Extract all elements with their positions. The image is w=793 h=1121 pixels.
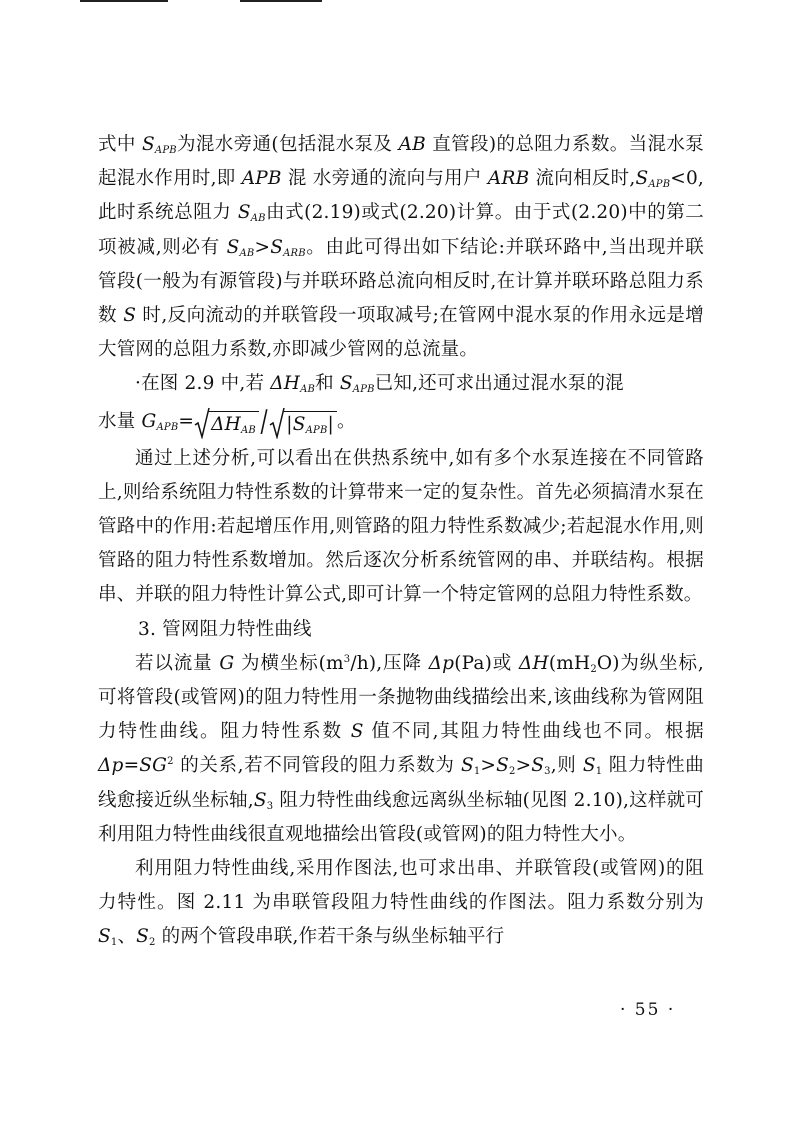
sqrt-symbol-1: $\Delta H_{AB}$ (194, 405, 259, 439)
top-rule-left (80, 0, 168, 2)
document-body (98, 128, 704, 955)
paragraph-3: 通过上述分析,可以看出在供热系统中,如有多个水泵连接在不同管路上,则给系统阻力特性系数的计算带来一定的复杂性。首先必须搞清水泵在管路中的作用:若起增压作用,则管路的阻力特性系数减少;若起混水作用,则管路的阻力特性系数增加。然后逐次分析系统管网的串、并联结构。根据串、并联的阻力特性计算公式,即可计算一个特定管网的总阻力特性系数。 (98, 447, 704, 606)
paragraph-4: 若以流量 G 为横坐标$(m^3/h)$,压降 Δp(Pa)或 $\Delta H(mH_2O)$为纵坐标,可将管段(或管网)的阻力特性用一条抛物曲线描绘出来,该曲线称为管网阻力特性曲线。阻力特性系数 S 值不同,其阻力特性曲线也不同。根据 $\Delta p=SG^2$ 的关系,若不同管段的阻力系数为 $S_1>S_2>S_3$,则 $S_1$ 阻力特性曲线愈接近纵坐标轴$,S_3$ 阻力特性曲线愈远离纵坐标轴(见图 2.10),这样就可利用阻力特性曲线很直观地描绘出管段(或管网)的阻力特性大小。 (98, 652, 705, 845)
paragraph-1: 式中 $S_{APB}$为混水旁通(包括混水泵及 AB 直管段)的总阻力系数。当混水泵起混水作用时,即 APB 混 水旁通的流向与用户 ARB 流向相反时$,S_{APB}<0$,此时系统总阻力 $S_{AB}$由式(2.19)或式(2.20)计算。由于式(2.20)中的第二项被减,则必有 $S_{AB}>S_{ARB}$。由此可得出如下结论:并联环路中,当出现并联管段(一般为有源管段)与并联环路总流向相反时,在计算并联环路总阻力系数 S 时,反向流动的并联管段一项取减号;在管网中混水泵的作用永远是增大管网的总阻力系数,亦即减少管网的总流量。 (98, 134, 705, 361)
sqrt-symbol-2: $|S_{APB}|$ (269, 405, 337, 439)
fraction-slash: / (260, 403, 268, 439)
paragraph-2: ·在图 2.9 中,若 $\Delta H_{AB}$和 $S_{APB}$已知,还可求出通过混水泵的混 (135, 373, 624, 396)
section-heading: 3. 管网阻力特性曲线 (138, 618, 312, 640)
formula-line: 水量 $G_{APB}=$ $\Delta H_{AB}$ / $|S_{APB}|$ 。 (98, 402, 704, 442)
top-rule-right (240, 0, 322, 2)
paragraph-5: 利用阻力特性曲线,采用作图法,也可求出串、并联管段(或管网)的阻力特性。图 2.11 为串联管段阻力特性曲线的作图法。阻力系数分别为 $S_1$、$S_2$ 的两个管段串联,作若干条与纵坐标轴平行 (98, 858, 704, 949)
page-number: · 55 · (620, 1000, 676, 1020)
